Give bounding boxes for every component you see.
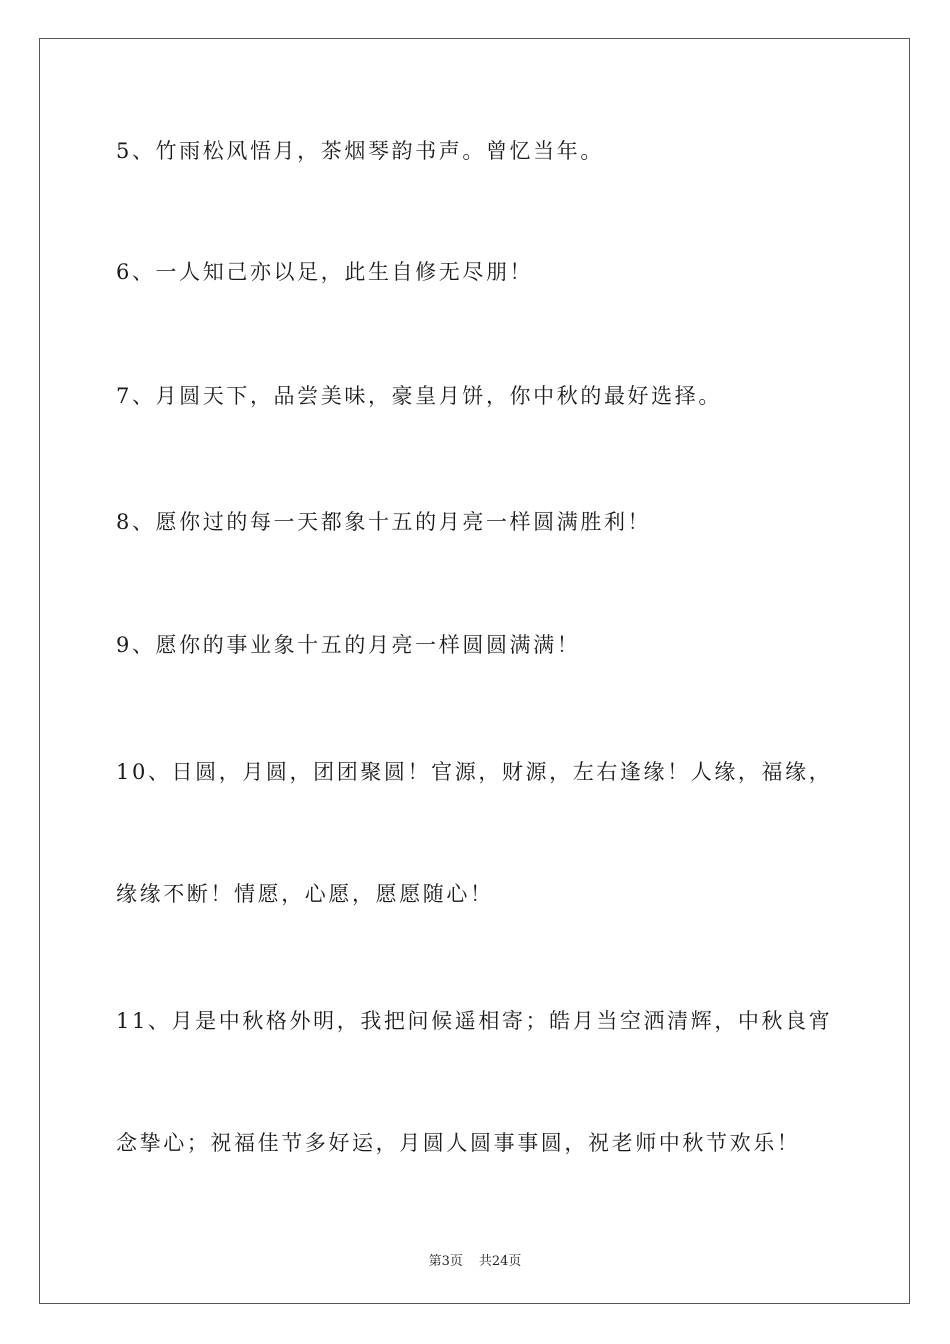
text-line: 5、竹雨松风悟月，茶烟琴韵书声。曾忆当年。 [116,139,604,163]
page-total: 共24页 [478,1254,522,1269]
page-number: 第3页 [428,1254,463,1269]
text-line: 6、一人知己亦以足，此生自修无尽朋！ [116,260,534,284]
page-footer [0,1250,950,1269]
page-border [39,38,910,1304]
text-line: 8、愿你过的每一天都象十五的月亮一样圆满胜利！ [116,510,652,534]
text-line: 念挚心；祝福佳节多好运，月圆人圆事事圆，祝老师中秋节欢乐！ [116,1131,801,1155]
text-line: 缘缘不断！情愿，心愿，愿愿随心！ [116,882,494,906]
text-line: 11、月是中秋格外明，我把问候遥相寄；皓月当空洒清辉，中秋良宵 [116,1009,833,1033]
text-line: 10、日圆，月圆，团团聚圆！官源，财源，左右逢缘！人缘，福缘， [116,760,833,784]
text-line: 7、月圆天下，品尝美味，豪皇月饼，你中秋的最好选择。 [116,384,722,408]
text-line: 9、愿你的事业象十五的月亮一样圆圆满满！ [116,633,581,657]
